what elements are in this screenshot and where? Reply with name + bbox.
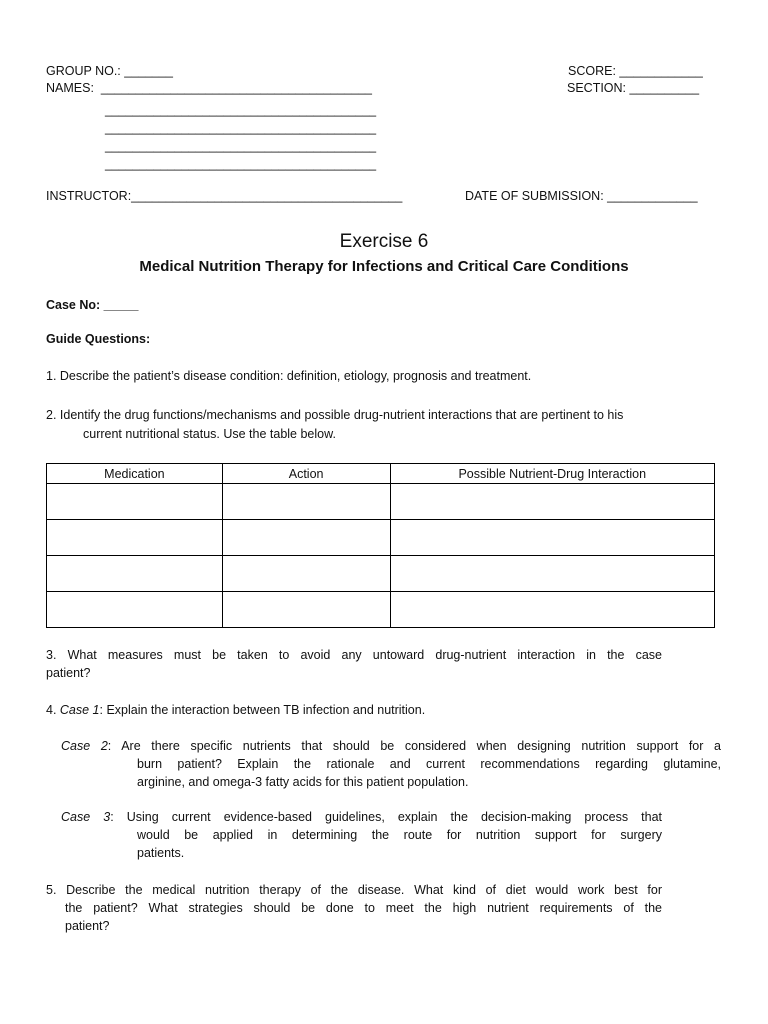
question-1: 1. Describe the patient’s disease condition: definition, etiology, prognosis and treatment. — [46, 369, 532, 383]
name-line: _______________________________________ — [105, 121, 377, 135]
case-3-line-1 — [61, 808, 662, 826]
table-cell-action[interactable] — [222, 556, 390, 592]
table-row — [47, 556, 715, 592]
table-row — [47, 484, 715, 520]
case-2-line-2: burn patient? Explain the rationale and current recommendations regarding glutamine, — [137, 757, 721, 771]
question-2-line-1: 2. Identify the drug functions/mechanisms and possible drug-nutrient interactions that are pertinent to his — [46, 408, 624, 422]
question-5-line-2: the patient? What strategies should be done to meet the high nutrient requirements of the — [65, 901, 662, 915]
question-4 — [46, 701, 425, 719]
question-3-line-2: patient? — [46, 666, 91, 680]
case-2-text: : Are there specific nutrients that should be considered when designing nutrition support for a — [107, 739, 721, 753]
case-2 — [61, 737, 721, 791]
question-5-line-1: 5. Describe the medical nutrition therapy of the disease. What kind of diet would work best for — [46, 883, 662, 897]
instructor-field: INSTRUCTOR:_______________________________________ — [46, 189, 403, 203]
column-header-action: Action — [222, 464, 390, 484]
case-2-line-3: arginine, and omega-3 fatty acids for this patient population. — [137, 775, 469, 789]
case-1-label: Case 1 — [59, 703, 100, 717]
score-field: SCORE: ____________ — [568, 64, 703, 78]
names-field: NAMES: _______________________________________ — [46, 81, 372, 95]
name-line: _______________________________________ — [105, 103, 377, 117]
table-row — [47, 592, 715, 628]
name-line: _______________________________________ — [105, 139, 377, 153]
table-cell-interaction[interactable] — [390, 556, 715, 592]
question-3 — [46, 646, 662, 682]
exercise-title: Exercise 6 — [339, 231, 429, 252]
group-no-field: GROUP NO.: _______ — [46, 64, 173, 78]
case-3-label: Case 3 — [61, 810, 111, 824]
table-cell-interaction[interactable] — [390, 520, 715, 556]
question-5 — [46, 881, 662, 935]
table-cell-medication[interactable] — [47, 484, 223, 520]
table-cell-medication[interactable] — [47, 520, 223, 556]
table-cell-action[interactable] — [222, 520, 390, 556]
column-header-medication: Medication — [47, 464, 223, 484]
question-2-line-2: current nutritional status. Use the table below. — [83, 427, 336, 441]
table-cell-interaction[interactable] — [390, 592, 715, 628]
table-cell-medication[interactable] — [47, 592, 223, 628]
case-3-line-2: would be applied in determining the route for nutrition support for surgery — [137, 828, 662, 842]
question-5-line-3: patient? — [65, 919, 110, 933]
case-3 — [61, 808, 662, 862]
section-field: SECTION: __________ — [567, 81, 700, 95]
table-header-row — [47, 464, 715, 484]
case-3-line-3: patients. — [137, 846, 185, 860]
table-cell-medication[interactable] — [47, 556, 223, 592]
case-1-text: : Explain the interaction between TB infection and nutrition. — [99, 703, 426, 717]
name-line: _______________________________________ — [105, 157, 377, 171]
date-of-submission-field: DATE OF SUBMISSION: _____________ — [465, 189, 698, 203]
table-cell-action[interactable] — [222, 592, 390, 628]
question-4-number: 4. — [46, 703, 60, 717]
medication-table — [46, 463, 715, 628]
exercise-subtitle: Medical Nutrition Therapy for Infections and Critical Care Conditions — [139, 258, 629, 275]
case-2-label: Case 2 — [61, 739, 108, 753]
question-3-line-1: 3. What measures must be taken to avoid any untoward drug-nutrient interaction in the case — [46, 648, 662, 662]
column-header-interaction: Possible Nutrient-Drug Interaction — [390, 464, 715, 484]
table-row — [47, 520, 715, 556]
case-2-line-1 — [61, 737, 721, 755]
case-no-field: Case No: _____ — [46, 298, 139, 312]
table-cell-interaction[interactable] — [390, 484, 715, 520]
guide-questions-label: Guide Questions: — [46, 332, 151, 346]
table-cell-action[interactable] — [222, 484, 390, 520]
case-3-text: : Using current evidence-based guidelines, explain the decision-making process that — [110, 810, 663, 824]
